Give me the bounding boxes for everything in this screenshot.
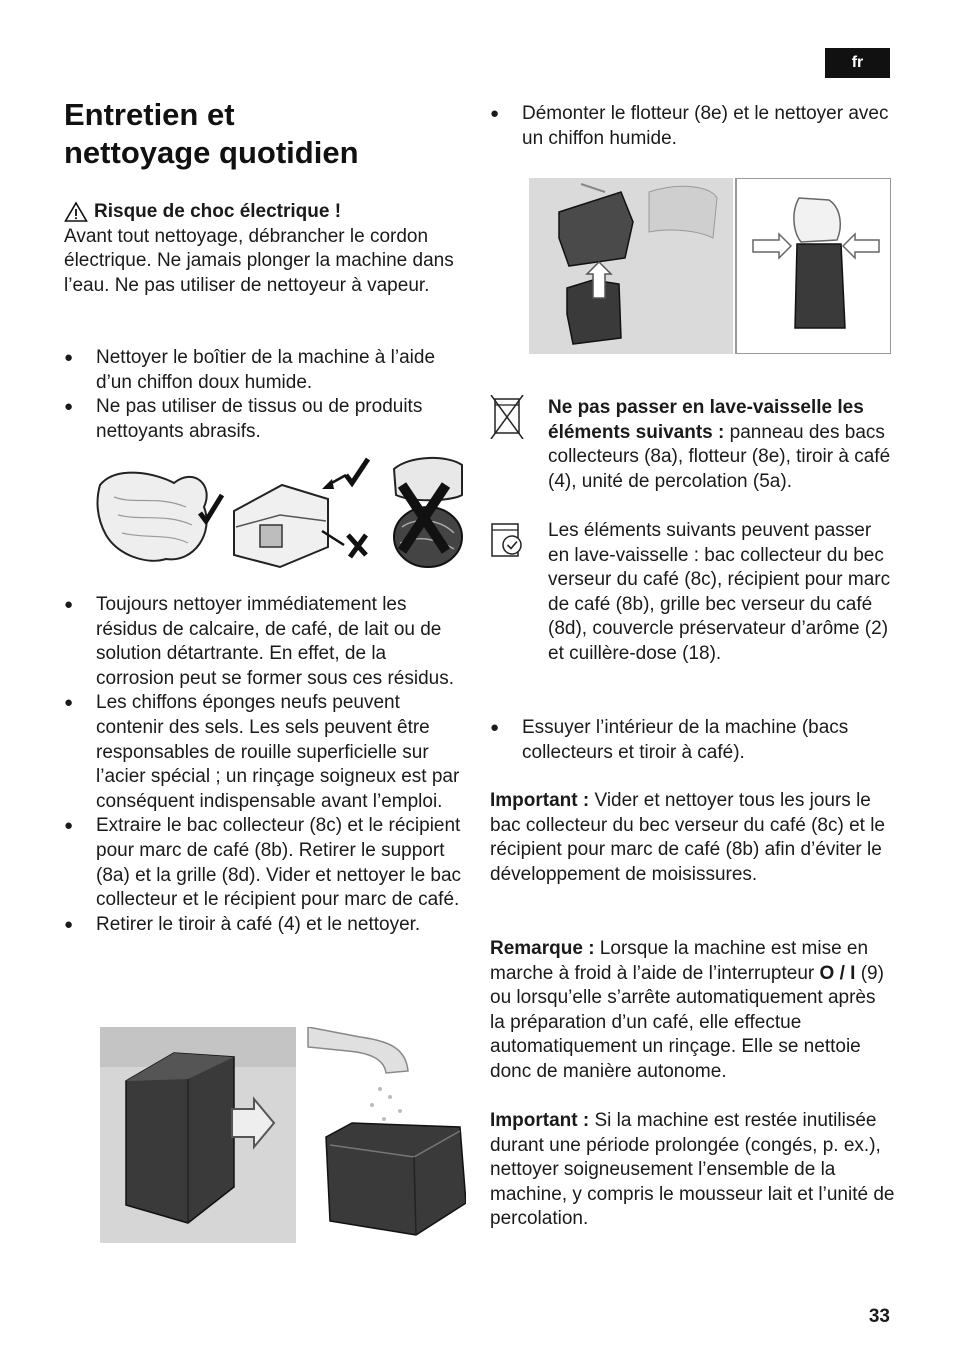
warning-heading: Risque de choc électrique ! <box>94 201 342 222</box>
list-item: ● Extraire le bac collecteur (8c) et le récipient pour marc de café (8b). Retirer le support (8a) et la grille (8d). Vider et nettoyer le bac collecteur et le récipient pour marc de café. <box>64 814 464 912</box>
cross-mark-icon <box>348 535 366 557</box>
list-item: ● Toujours nettoyer immédiatement les résidus de calcaire, de café, de lait ou de solution détartrante. En effet, de la corrosion peut se former sous ces résidus. <box>64 593 464 691</box>
coffee-drawer-figure <box>100 1027 466 1243</box>
language-badge: fr <box>825 48 890 78</box>
cleaning-bullets-2 <box>64 593 464 937</box>
page-title <box>64 96 464 172</box>
float-removal-figure <box>529 178 891 354</box>
important-label: Important : <box>490 1110 590 1131</box>
title-line-2: nettoyage quotidien <box>64 135 359 170</box>
list-item: ● Retirer le tiroir à café (4) et le nettoyer. <box>64 913 464 938</box>
important-label: Important : <box>490 790 590 811</box>
list-item: ● Les chiffons éponges neufs peuvent contenir des sels. Les sels peuvent être responsables de rouille superficielle sur l’acier spécial ; un rinçage soigneux est par conséquent indispensable avant l’emploi. <box>64 691 464 814</box>
power-switch-label: O / I <box>819 962 856 984</box>
cleaning-materials-figure <box>96 455 464 573</box>
remark-note <box>490 937 895 1085</box>
dishwasher-prohibited-list: panneau des bacs collecteurs (8a), flotteur (8e), tiroir à café (4), unité de percolation (5a). <box>548 421 891 492</box>
dishwasher-prohibited-heading: Ne pas passer en lave-vaisselle les éléments suivants : <box>548 397 864 443</box>
warning-text: Avant tout nettoyage, débrancher le cordon électrique. Ne jamais plonger la machine dans l’eau. Ne pas utiliser de nettoyeur à vapeur. <box>64 225 454 296</box>
wipe-bullet <box>490 716 895 765</box>
float-bullet <box>490 102 895 151</box>
check-mark-icon <box>346 459 368 483</box>
crossed-dishwasher-icon <box>490 395 524 439</box>
safety-warning <box>64 200 464 298</box>
list-item: ● Nettoyer le boîtier de la machine à l’aide d’un chiffon doux humide. <box>64 346 464 395</box>
list-item: ● Essuyer l’intérieur de la machine (bacs collecteurs et tiroir à café). <box>490 716 895 765</box>
dishwasher-ok-icon <box>490 522 524 558</box>
list-item: ● Ne pas utiliser de tissus ou de produits nettoyants abrasifs. <box>64 395 464 444</box>
dishwasher-prohibited-text <box>548 396 893 494</box>
important-text: Si la machine est restée inutilisée durant une période prolongée (congés, p. ex.), nettoyer soigneusement l’ensemble de la machine, y compris le mousseur lait et l’unité de percolation. <box>490 1110 895 1230</box>
remark-text-after: (9) ou lorsqu’elle s’arrête automatiquement après la préparation d’un café, elle effectue automatiquement un rinçage. Elle se nettoie donc de manière autonome. <box>490 962 884 1082</box>
important-text: Vider et nettoyer tous les jours le bac collecteur du bec verseur du café (8c) et le récipient pour marc de café (8b) afin d’éviter le développement de moisissures. <box>490 790 885 885</box>
remark-label: Remarque : <box>490 938 595 959</box>
cleaning-bullets-1 <box>64 346 464 444</box>
important-note-1 <box>490 789 895 887</box>
important-note-2 <box>490 1109 895 1232</box>
title-line-1: Entretien et <box>64 97 235 132</box>
page-number: 33 <box>868 1306 890 1327</box>
list-item: ● Démonter le flotteur (8e) et le nettoyer avec un chiffon humide. <box>490 102 895 151</box>
dishwasher-allowed-text: Les éléments suivants peuvent passer en lave-vaisselle : bac collecteur du bec verseur du café (8c), récipient pour marc de café (8b), grille bec verseur du café (8d), couvercle préservateur d’arôme (2) et cuillère-dose (18). <box>548 520 891 664</box>
remark-text-before: Lorsque la machine est mise en marche à froid à l’aide de l’interrupteur <box>490 938 869 984</box>
warning-triangle-icon <box>64 201 88 223</box>
